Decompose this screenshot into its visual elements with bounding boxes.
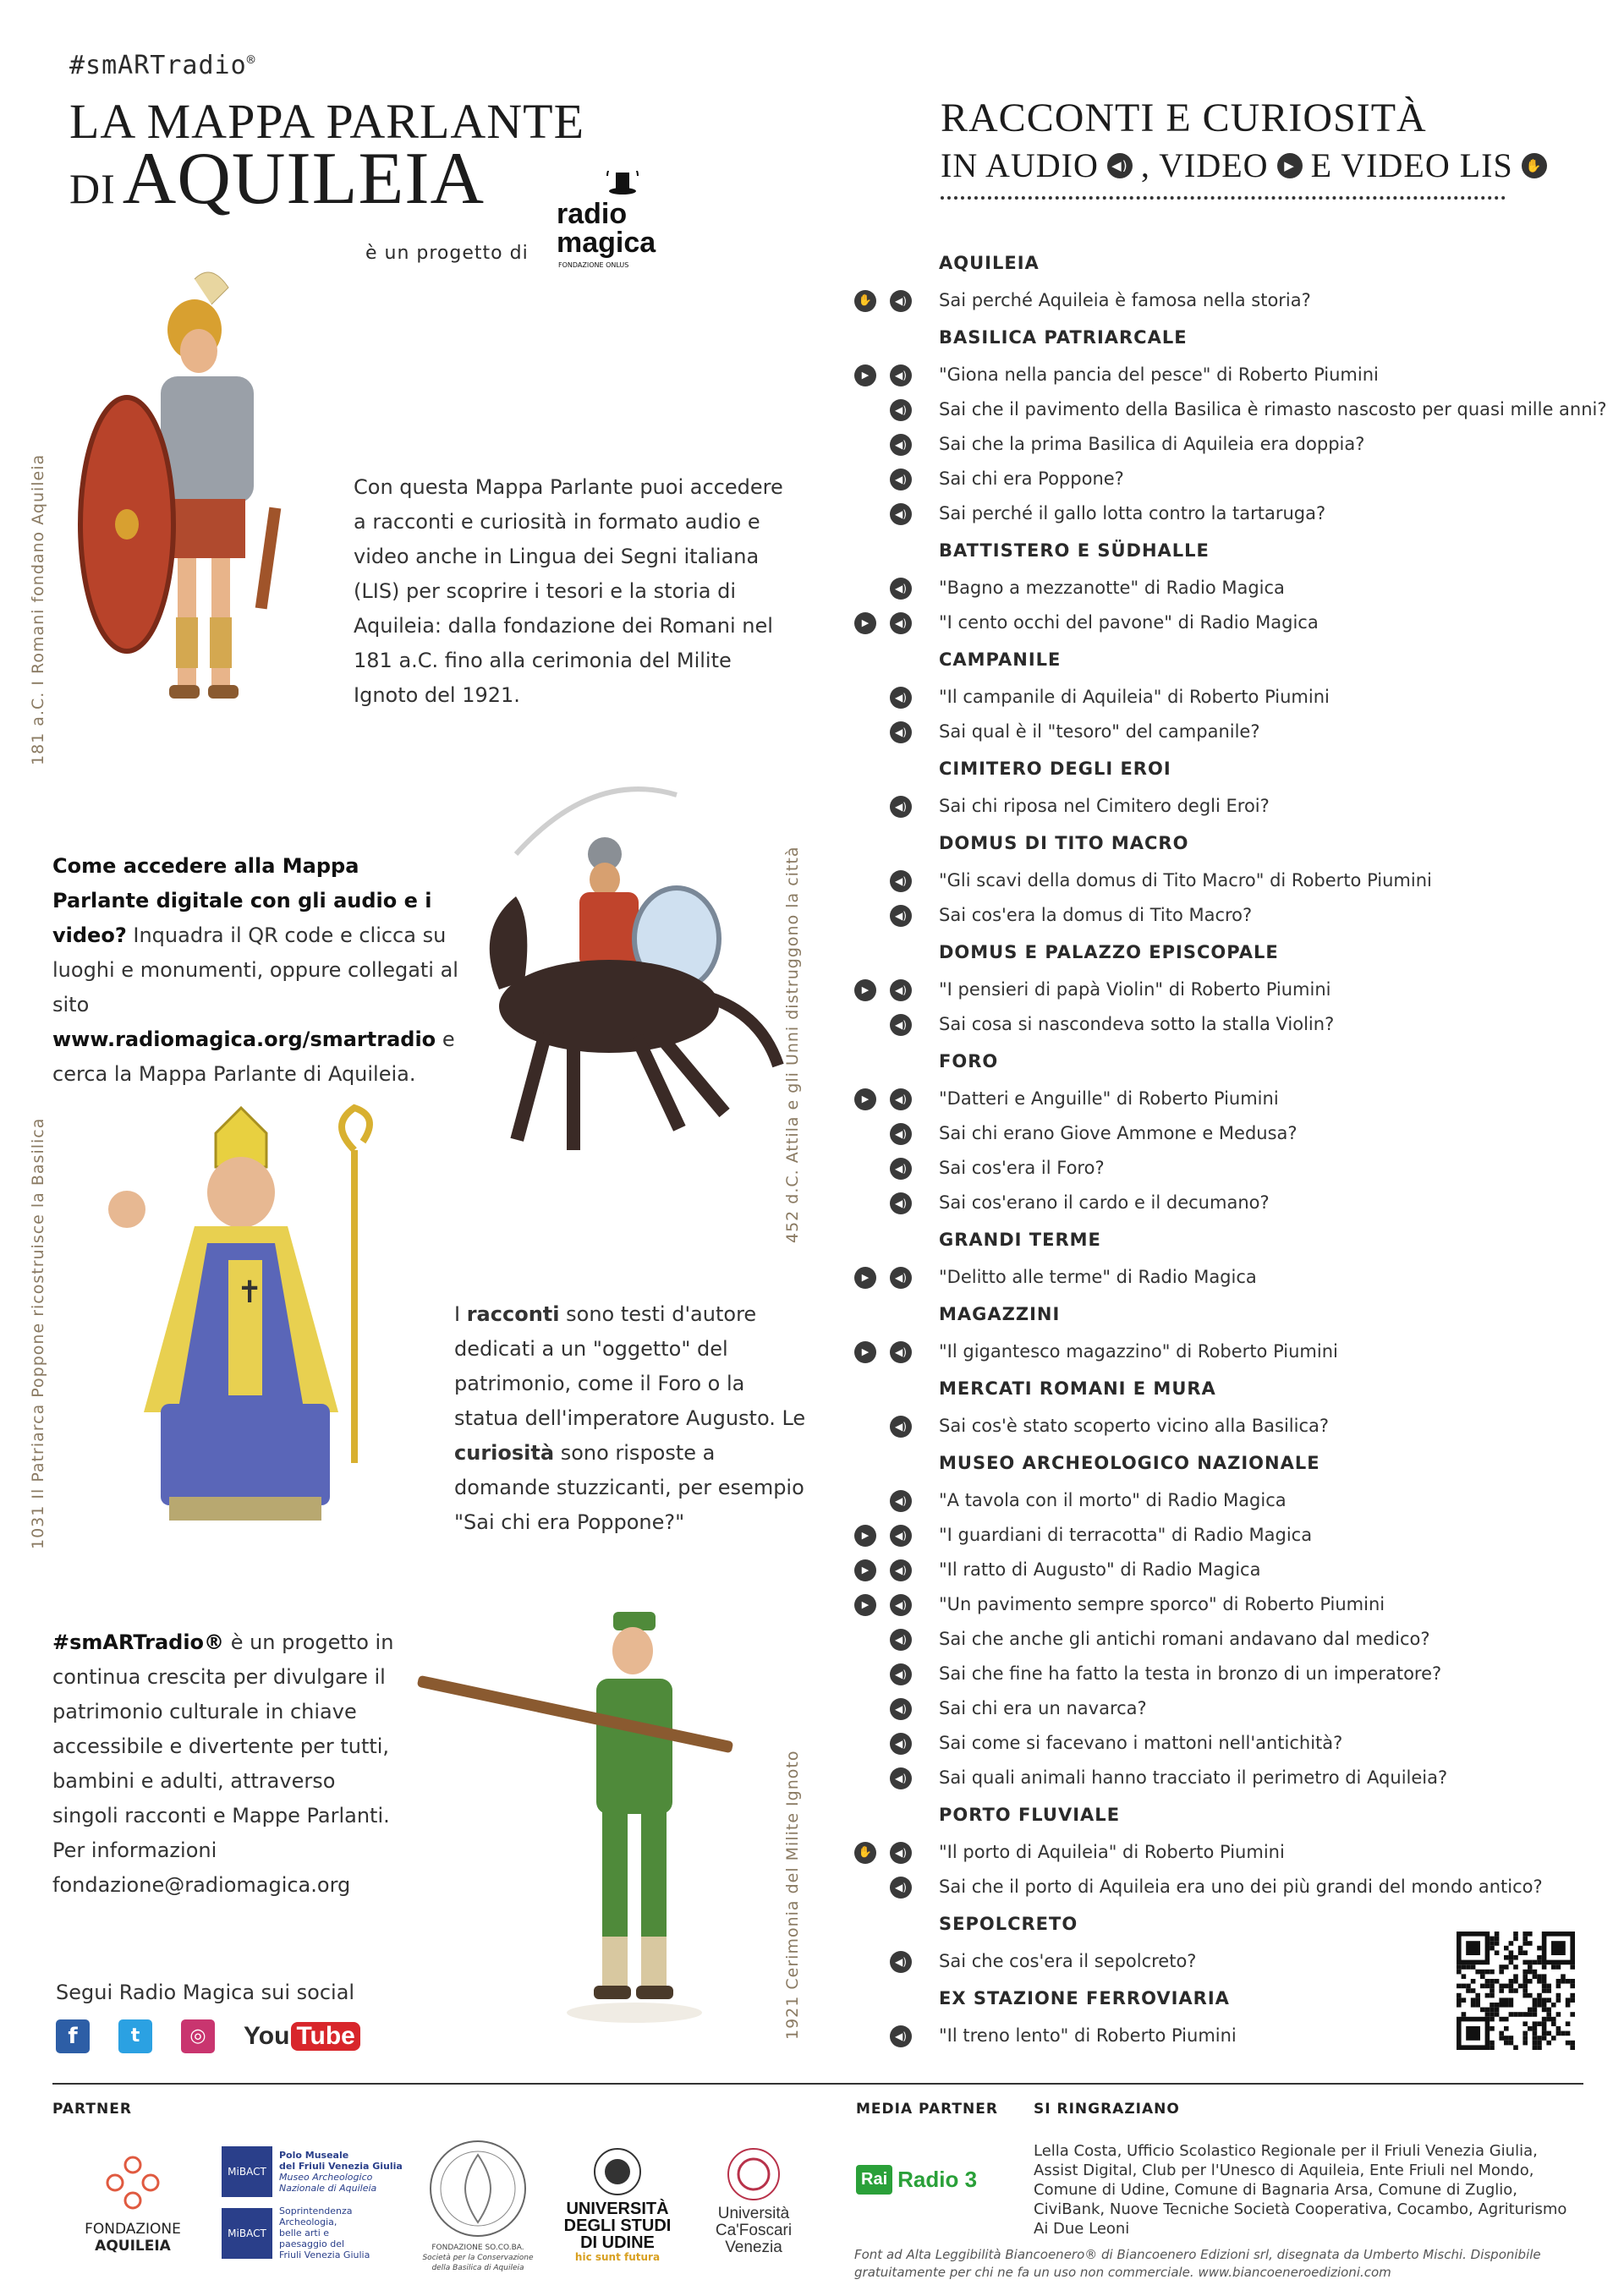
story-item-label: Sai che cos'era il sepolcreto? <box>939 1951 1197 1971</box>
story-media-icons <box>853 1951 925 1973</box>
audio-icon[interactable]: ◀) <box>890 578 912 600</box>
section-title: GRANDI TERME <box>939 1230 1101 1250</box>
audio-icon[interactable]: ◀) <box>890 1014 912 1036</box>
video-icon[interactable]: ▶ <box>854 1594 876 1616</box>
youtube-icon[interactable]: You Tube <box>244 2022 360 2051</box>
story-media-icons <box>853 503 925 525</box>
story-item-label: Sai cos'è stato scoperto vicino alla Basilica? <box>939 1416 1330 1436</box>
video-icon[interactable]: ▶ <box>854 364 876 386</box>
video-icon[interactable]: ▶ <box>854 1088 876 1110</box>
audio-icon[interactable]: ◀) <box>890 1767 912 1789</box>
roman-soldier-illustration <box>68 271 321 744</box>
story-media-icons <box>853 1490 925 1512</box>
audio-icon[interactable]: ◀) <box>890 1698 912 1720</box>
story-media-icons <box>853 290 925 312</box>
section-title: BATTISTERO E SÜDHALLE <box>939 540 1210 561</box>
story-item[interactable] <box>853 1483 1614 1518</box>
caption-poppone: 1031 Il Patriarca Poppone ricostruisce la Basilica <box>29 1117 47 1549</box>
patriarch-poppone-illustration <box>68 1099 423 1522</box>
stories-title: RACCONTI E CURIOSITÀ <box>941 96 1427 140</box>
universita-udine-logo[interactable]: UNIVERSITÀ DEGLI STUDI DI UDINE hic sunt futura <box>550 2146 685 2263</box>
audio-icon[interactable]: ◀) <box>890 1559 912 1581</box>
story-item-label: Sai come si facevano i mattoni nell'antichità? <box>939 1733 1343 1753</box>
story-media-icons <box>853 578 925 600</box>
story-item-label: Sai qual è il "tesoro" del campanile? <box>939 721 1260 742</box>
story-media-icons <box>853 434 925 456</box>
audio-icon[interactable]: ◀) <box>890 1416 912 1438</box>
story-media-icons <box>853 1767 925 1789</box>
info-paragraph: #smARTradio® è un progetto in continua crescita per divulgare il patrimonio culturale in chiave accessibile e divertente per tutti, bambini e adulti, attraverso singoli racconti e Mappe Parlanti. Per informazioni fondazione@radiomagica.org <box>52 1630 394 1897</box>
story-item[interactable] <box>853 898 1614 933</box>
story-item[interactable] <box>853 1334 1614 1369</box>
story-item-label: Sai cosa si nascondeva sotto la stalla Violin? <box>939 1014 1335 1034</box>
attila-horseman-illustration <box>423 786 795 1184</box>
section-title: CAMPANILE <box>939 649 1062 670</box>
audio-icon[interactable]: ◀) <box>890 979 912 1001</box>
story-item[interactable] <box>853 1553 1614 1587</box>
social-links <box>56 2019 360 2053</box>
partner-label: PARTNER <box>52 2101 132 2118</box>
story-item[interactable] <box>853 1657 1614 1691</box>
story-media-icons <box>853 1014 925 1036</box>
story-item[interactable] <box>853 789 1614 824</box>
story-item-label: Sai che il porto di Aquileia era uno dei più grandi del mondo antico? <box>939 1877 1543 1897</box>
audio-icon[interactable]: ◀) <box>890 2025 912 2047</box>
section-title: MAGAZZINI <box>939 1304 1061 1324</box>
audio-icon[interactable]: ◀) <box>890 1594 912 1616</box>
story-item[interactable] <box>853 863 1614 898</box>
story-item-label: "Il treno lento" di Roberto Piumini <box>939 2025 1237 2046</box>
section-title: AQUILEIA <box>939 253 1040 273</box>
unknown-soldier-illustration <box>414 1607 770 2030</box>
polo-museale-logo[interactable]: MiBACT Polo Museale del Friuli Venezia Giulia Museo Archeologico Nazionale di Aquileia MiBACT Soprintendenza Archeologia, belle arti e paesaggio del Friuli Venezia Giulia <box>222 2146 416 2260</box>
site-link[interactable]: www.radiomagica.org/smartradio <box>52 1027 436 1051</box>
title-line-2: DIAQUILEIA <box>69 138 486 220</box>
dotted-divider <box>941 196 1506 200</box>
audio-icon[interactable]: ◀) <box>890 1629 912 1651</box>
story-media-icons <box>853 1088 925 1110</box>
story-media-icons <box>853 1877 925 1899</box>
audio-icon[interactable]: ◀) <box>890 1088 912 1110</box>
story-item-label: "Delitto alle terme" di Radio Magica <box>939 1267 1257 1287</box>
video-icon: ▶ <box>1277 153 1303 178</box>
story-item[interactable] <box>853 973 1614 1007</box>
story-item-label: Sai chi erano Giove Ammone e Medusa? <box>939 1123 1298 1143</box>
story-item-label: "Datteri e Anguille" di Roberto Piumini <box>939 1088 1279 1109</box>
story-item-label: Sai chi era Poppone? <box>939 469 1124 489</box>
story-item[interactable] <box>853 1587 1614 1622</box>
facebook-icon[interactable]: f <box>56 2019 90 2053</box>
ca-foscari-logo[interactable]: Università Ca'Foscari Venezia <box>699 2146 809 2256</box>
thanks-text: Lella Costa, Ufficio Scolastico Regionale per il Friuli Venezia Giulia, Assist Digital, Club per l'Unesco di Aquileia, Ente Friuli nel Mondo, Comune di Udine, Comune di Bagnaria Arsa, Comune di Zuglio, CiviBank, Nuove Tecniche Società Cooperativa, Cocambo, Agriturismo Ai Due Leoni <box>1034 2142 1567 2238</box>
radio-magica-logo[interactable] <box>550 171 660 272</box>
story-item[interactable] <box>853 1691 1614 1726</box>
story-item-label: "I pensieri di papà Violin" di Roberto Piumini <box>939 979 1331 1000</box>
story-item-label: Sai che il pavimento della Basilica è rimasto nascosto per quasi mille anni? <box>939 399 1607 419</box>
section-title: CIMITERO DEGLI EROI <box>939 759 1171 779</box>
socoba-seal-icon <box>427 2138 529 2239</box>
udine-seal-icon <box>592 2146 643 2197</box>
story-item[interactable] <box>853 1151 1614 1186</box>
story-item-label: "Il campanile di Aquileia" di Roberto Piumini <box>939 687 1330 707</box>
audio-icon: ◀) <box>1107 153 1133 178</box>
section-title: MERCATI ROMANI E MURA <box>939 1378 1216 1399</box>
section-title: DOMUS DI TITO MACRO <box>939 833 1189 853</box>
audio-icon[interactable]: ◀) <box>890 1951 912 1973</box>
fondazione-aquileia-icon <box>103 2153 162 2212</box>
social-title: Segui Radio Magica sui social <box>56 1981 355 2004</box>
story-item[interactable] <box>853 1870 1614 1904</box>
video-icon[interactable]: ▶ <box>854 612 876 634</box>
audio-icon[interactable]: ◀) <box>890 1267 912 1289</box>
video-icon[interactable]: ▶ <box>854 1525 876 1547</box>
story-media-icons <box>853 1158 925 1180</box>
story-media-icons <box>853 1559 925 1581</box>
story-item-label: "Un pavimento sempre sporco" di Roberto Piumini <box>939 1594 1385 1614</box>
story-item-label: Sai cos'erano il cardo e il decumano? <box>939 1192 1270 1213</box>
story-item[interactable] <box>853 358 1614 392</box>
section-title: FORO <box>939 1051 999 1071</box>
audio-icon[interactable]: ◀) <box>890 905 912 927</box>
story-item-label: Sai che fine ha fatto la testa in bronzo di un imperatore? <box>939 1663 1442 1684</box>
audio-icon[interactable]: ◀) <box>890 721 912 743</box>
svg-text:FONDAZIONE ONLUS: FONDAZIONE ONLUS <box>558 261 629 269</box>
story-item-label: Sai chi era un navarca? <box>939 1698 1147 1718</box>
mibact-icon: MiBACT <box>222 2146 272 2197</box>
story-item[interactable] <box>853 606 1614 640</box>
section-title: MUSEO ARCHEOLOGICO NAZIONALE <box>939 1453 1320 1473</box>
title-line-1: LA MAPPA PARLANTE <box>69 94 585 149</box>
story-item[interactable] <box>853 427 1614 462</box>
lis-icon[interactable]: ✋ <box>854 290 876 312</box>
story-item[interactable] <box>853 283 1614 318</box>
media-partner-label: MEDIA PARTNER <box>856 2101 998 2118</box>
audio-icon[interactable]: ◀) <box>890 687 912 709</box>
story-item[interactable] <box>853 1518 1614 1553</box>
story-media-icons <box>853 687 925 709</box>
story-item[interactable] <box>853 715 1614 749</box>
story-media-icons <box>853 364 925 386</box>
story-media-icons <box>853 1416 925 1438</box>
story-item-label: Sai perché Aquileia è famosa nella storia? <box>939 290 1311 310</box>
racconti-paragraph: I racconti sono testi d'autore dedicati a un "oggetto" del patrimonio, come il Foro o la statua dell'imperatore Augusto. Le curiosità sono risposte a domande stuzzicanti, per esempio "Sai chi era Poppone?" <box>454 1302 806 1534</box>
story-media-icons <box>853 612 925 634</box>
audio-icon[interactable]: ◀) <box>890 1525 912 1547</box>
access-heading: Come accedere alla Mappa Parlante digitale con gli audio e i video? <box>52 854 432 947</box>
audio-icon[interactable]: ◀) <box>890 469 912 490</box>
soprintendenza-icon: MiBACT <box>222 2208 272 2259</box>
story-item[interactable] <box>853 462 1614 496</box>
audio-icon[interactable]: ◀) <box>890 1733 912 1755</box>
video-icon[interactable]: ▶ <box>854 1559 876 1581</box>
story-item[interactable] <box>853 1835 1614 1870</box>
story-item-label: Sai cos'era la domus di Tito Macro? <box>939 905 1253 925</box>
story-item-label: "Gli scavi della domus di Tito Macro" di Roberto Piumini <box>939 870 1432 890</box>
story-item-label: Sai che la prima Basilica di Aquileia era doppia? <box>939 434 1365 454</box>
story-item[interactable] <box>853 680 1614 715</box>
story-item[interactable] <box>853 392 1614 427</box>
audio-icon[interactable]: ◀) <box>890 399 912 421</box>
qr-code[interactable] <box>1457 1932 1575 2050</box>
story-media-icons <box>853 1341 925 1363</box>
svg-text:magica: magica <box>557 227 656 259</box>
story-item[interactable] <box>853 496 1614 531</box>
access-paragraph: Come accedere alla Mappa Parlante digitale con gli audio e i video? Inquadra il QR code e clicca su luoghi e monumenti, oppure collegati al sito www.radiomagica.org/smartradio e cerca la Mappa Parlante di Aquileia. <box>52 854 458 1086</box>
story-media-icons <box>853 1663 925 1685</box>
section-title: PORTO FLUVIALE <box>939 1805 1121 1825</box>
story-item-label: "I cento occhi del pavone" di Radio Magica <box>939 612 1319 633</box>
story-media-icons <box>853 721 925 743</box>
story-item[interactable] <box>853 1186 1614 1220</box>
story-item[interactable] <box>853 1409 1614 1444</box>
story-item-label: "Il ratto di Augusto" di Radio Magica <box>939 1559 1261 1580</box>
story-item-label: "Giona nella pancia del pesce" di Roberto Piumini <box>939 364 1379 385</box>
story-item-label: "A tavola con il morto" di Radio Magica <box>939 1490 1287 1510</box>
audio-icon[interactable]: ◀) <box>890 1490 912 1512</box>
audio-icon[interactable]: ◀) <box>890 434 912 456</box>
story-media-icons <box>853 1629 925 1651</box>
stories-list <box>853 244 1614 2053</box>
story-item[interactable] <box>853 1761 1614 1795</box>
intro-paragraph: Con questa Mappa Parlante puoi accedere a racconti e curiosità in formato audio e video anche in Lingua dei Segni italiana (LIS) per scoprire i tesori e la storia di Aquileia: dalla fondazione dei Romani nel 181 a.C. fino alla cerimonia del Milite Ignoto del 1921. <box>354 475 783 707</box>
socoba-logo[interactable]: FONDAZIONE SO.CO.BA. Società per la Conservazione della Basilica di Aquileia <box>414 2138 541 2273</box>
story-item-label: Sai cos'era il Foro? <box>939 1158 1105 1178</box>
story-item[interactable] <box>853 1116 1614 1151</box>
story-item-label: "Il porto di Aquileia" di Roberto Piumini <box>939 1842 1285 1862</box>
font-note: Font ad Alta Leggibilità Biancoenero® di Biancoenero Edizioni srl, disegnata da Umberto Mischi. Disponibile gratuitamente per chi ne fa un uso non commerciale. www.biancoeneroedizioni.com <box>854 2247 1541 2280</box>
story-item-label: Sai quali animali hanno tracciato il perimetro di Aquileia? <box>939 1767 1448 1788</box>
svg-text:radio: radio <box>557 198 628 230</box>
story-media-icons <box>853 399 925 421</box>
story-media-icons <box>853 905 925 927</box>
audio-icon[interactable]: ◀) <box>890 612 912 634</box>
instagram-icon[interactable]: ◎ <box>181 2019 215 2053</box>
footer-divider <box>52 2083 1583 2085</box>
audio-icon[interactable]: ◀) <box>890 1192 912 1214</box>
audio-icon[interactable]: ◀) <box>890 870 912 892</box>
story-item-label: "Il gigantesco magazzino" di Roberto Piumini <box>939 1341 1338 1362</box>
story-item[interactable] <box>853 571 1614 606</box>
svg-text:✝: ✝ <box>237 1275 263 1310</box>
audio-icon[interactable]: ◀) <box>890 1341 912 1363</box>
video-icon[interactable]: ▶ <box>854 979 876 1001</box>
story-media-icons <box>853 1698 925 1720</box>
audio-icon[interactable]: ◀) <box>890 290 912 312</box>
video-icon[interactable]: ▶ <box>854 1341 876 1363</box>
story-media-icons <box>853 1525 925 1547</box>
audio-icon[interactable]: ◀) <box>890 1158 912 1180</box>
stories-subtitle: IN AUDIO ◀) , VIDEO ▶ E VIDEO LIS ✋ <box>941 145 1547 185</box>
story-item[interactable] <box>853 1007 1614 1042</box>
story-item-label: Sai chi riposa nel Cimitero degli Eroi? <box>939 796 1270 816</box>
hashtag: #smARTradio® <box>69 51 256 80</box>
audio-icon[interactable]: ◀) <box>890 796 912 818</box>
lis-icon: ✋ <box>1522 153 1547 178</box>
story-item-label: Sai che anche gli antichi romani andavano dal medico? <box>939 1629 1430 1649</box>
rai-radio3-logo[interactable]: Rai Radio 3 <box>856 2165 977 2195</box>
audio-icon[interactable]: ◀) <box>890 1842 912 1864</box>
story-item[interactable] <box>853 1260 1614 1295</box>
lis-icon[interactable]: ✋ <box>854 1842 876 1864</box>
twitter-icon[interactable]: t <box>118 2019 152 2053</box>
story-media-icons <box>853 796 925 818</box>
caption-attila: 452 d.C. Attila e gli Unni distruggono la città <box>783 846 802 1243</box>
story-media-icons <box>853 1733 925 1755</box>
story-item[interactable] <box>853 1082 1614 1116</box>
story-media-icons <box>853 1267 925 1289</box>
story-media-icons <box>853 1594 925 1616</box>
story-item-label: "Bagno a mezzanotte" di Radio Magica <box>939 578 1285 598</box>
section-title: SEPOLCRETO <box>939 1914 1078 1934</box>
story-item[interactable] <box>853 1726 1614 1761</box>
audio-icon[interactable]: ◀) <box>890 1663 912 1685</box>
story-media-icons <box>853 1123 925 1145</box>
story-media-icons <box>853 2025 925 2047</box>
story-item-label: "I guardiani di terracotta" di Radio Magica <box>939 1525 1313 1545</box>
story-media-icons <box>853 979 925 1001</box>
audio-icon[interactable]: ◀) <box>890 1123 912 1145</box>
project-of-text: è un progetto di <box>365 243 529 264</box>
fondazione-aquileia-logo[interactable]: FONDAZIONE AQUILEIA <box>52 2153 213 2255</box>
section-title: DOMUS E PALAZZO EPISCOPALE <box>939 942 1279 962</box>
story-media-icons <box>853 1842 925 1864</box>
story-media-icons <box>853 469 925 490</box>
story-media-icons <box>853 870 925 892</box>
video-icon[interactable]: ▶ <box>854 1267 876 1289</box>
section-title: EX STAZIONE FERROVIARIA <box>939 1988 1230 2008</box>
thanks-label: SI RINGRAZIANO <box>1034 2101 1180 2118</box>
audio-icon[interactable]: ◀) <box>890 1877 912 1899</box>
audio-icon[interactable]: ◀) <box>890 503 912 525</box>
section-title: BASILICA PATRIARCALE <box>939 327 1188 348</box>
story-media-icons <box>853 1192 925 1214</box>
story-item-label: Sai perché il gallo lotta contro la tartaruga? <box>939 503 1326 523</box>
audio-icon[interactable]: ◀) <box>890 364 912 386</box>
ca-foscari-seal-icon <box>726 2146 782 2202</box>
story-item[interactable] <box>853 1622 1614 1657</box>
caption-milite: 1921 Cerimonia del Milite Ignoto <box>783 1750 802 2040</box>
caption-romans: 181 a.C. I Romani fondano Aquileia <box>29 453 47 765</box>
